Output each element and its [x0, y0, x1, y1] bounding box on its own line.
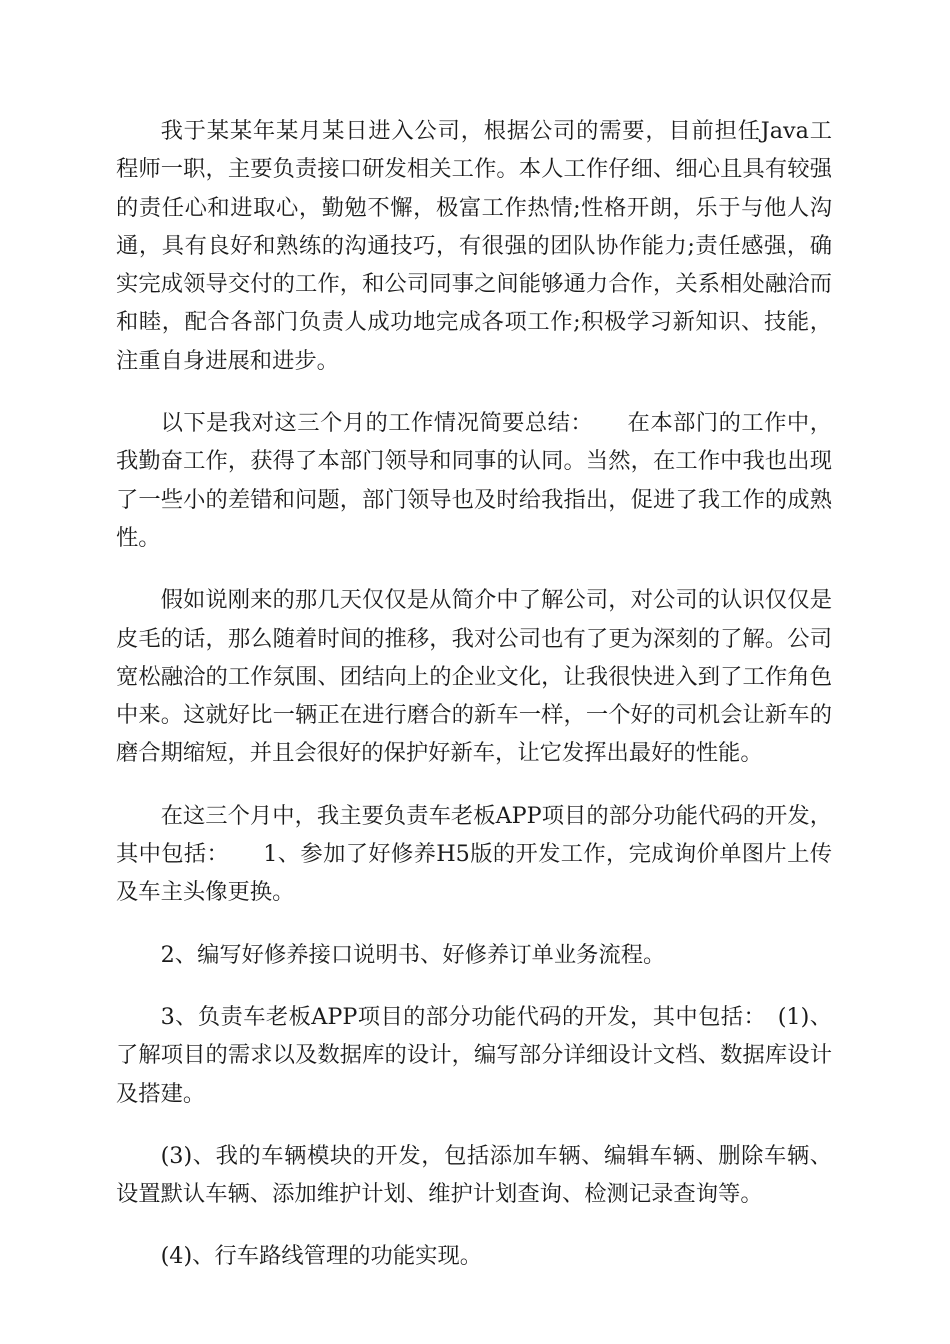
paragraph-item-3: 3、负责车老板APP项目的部分功能代码的开发，其中包括： (1)、了解项目的需求以及数据库的设计，编写部分详细设计文档、数据库设计及搭建。 [116, 1003, 832, 1107]
paragraph-company-understanding: 假如说刚来的那几天仅仅是从简介中了解公司，对公司的认识仅仅是皮毛的话，那么随着时间的推移，我对公司也有了更为深刻的了解。公司宽松融洽的工作氛围、团结向上的企业文化，让我很快进入到了工作角色中来。这就好比一辆正在进行磨合的新车一样，一个好的司机会让新车的磨合期缩短，并且会很好的保护好新车，让它发挥出最好的性能。 [116, 587, 832, 767]
paragraph-intro: 我于某某年某月某日进入公司，根据公司的需要，目前担任Java工程师一职，主要负责接口研发相关工作。本人工作仔细、细心且具有较强的责任心和进取心，勤勉不懈，极富工作热情;性格开朗，乐于与他人沟通，具有良好和熟练的沟通技巧，有很强的团队协作能力;责任感强，确实完成领导交付的工作，和公司同事之间能够通力合作，关系相处融洽而和睦，配合各部门负责人成功地完成各项工作;积极学习新知识、技能，注重自身进展和进步。 [116, 118, 832, 374]
paragraph-item-3-sub-4: (4)、行车路线管理的功能实现。 [160, 1243, 483, 1270]
paragraph-project-work: 在这三个月中，我主要负责车老板APP项目的部分功能代码的开发，其中包括： 1、参加了好修养H5版的开发工作，完成询价单图片上传及车主头像更换。 [116, 802, 832, 906]
paragraph-item-3-sub-3: (3)、我的车辆模块的开发，包括添加车辆、编辑车辆、删除车辆、设置默认车辆、添加维护计划、维护计划查询、检测记录查询等。 [116, 1142, 832, 1208]
document-body [116, 112, 832, 1300]
paragraph-summary: 以下是我对这三个月的工作情况简要总结： 在本部门的工作中，我勤奋工作，获得了本部门领导和同事的认同。当然，在工作中我也出现了一些小的差错和问题，部门领导也及时给我指出，促进了我工作的成熟性。 [116, 410, 832, 551]
paragraph-item-2: 2、编写好修养接口说明书、好修养订单业务流程。 [160, 941, 666, 968]
